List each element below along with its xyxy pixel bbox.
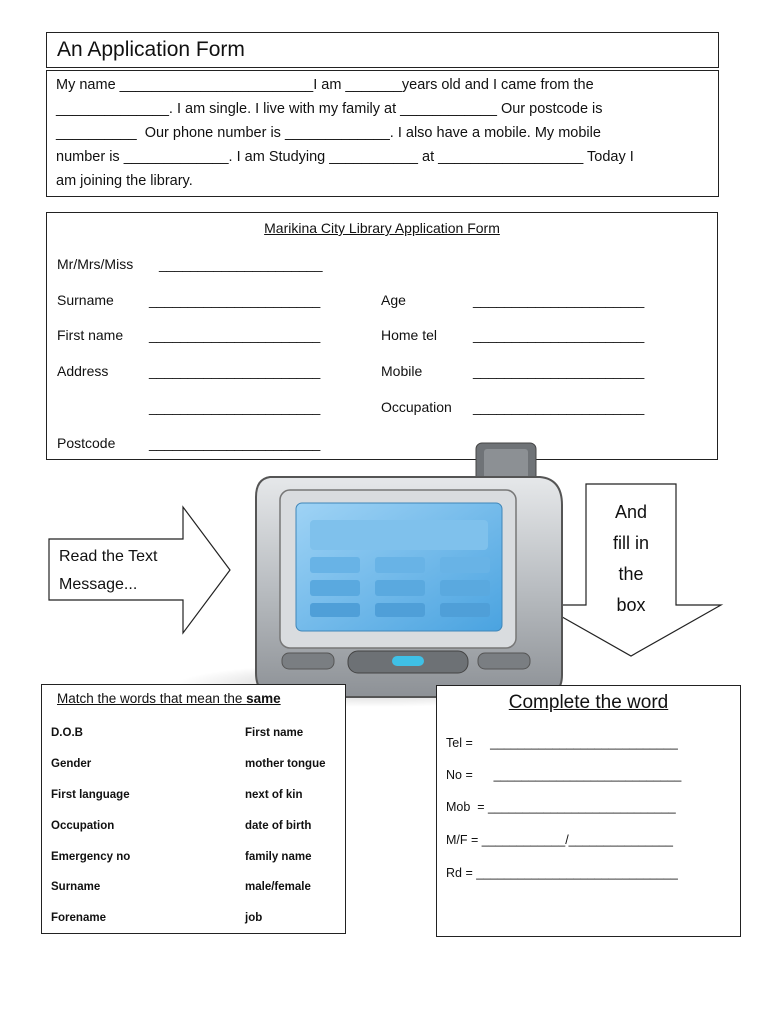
paragraph-line: My name ________________________I am _______years old and I came from the [56, 77, 594, 93]
complete-word-box [436, 685, 741, 937]
callout-line: box [616, 595, 646, 615]
paragraph-line: am joining the library. [56, 173, 193, 189]
mobile-field[interactable]: ______________________ [473, 363, 645, 379]
postcode-label: Postcode [57, 435, 116, 451]
mobile-label: Mobile [381, 363, 423, 379]
callout-line: And [614, 502, 648, 522]
address-field-line2[interactable]: ______________________ [149, 399, 321, 415]
match-title [57, 691, 281, 706]
tel-field[interactable]: Tel = ___________________________ [446, 736, 678, 750]
callout-line: fill in [612, 533, 649, 553]
match-right-item: family name [245, 851, 312, 863]
postcode-field[interactable]: ______________________ [149, 435, 321, 451]
match-left-item: Gender [51, 758, 92, 770]
match-words-box [41, 684, 346, 934]
match-right-item: next of kin [245, 789, 303, 801]
age-field[interactable]: ______________________ [473, 292, 645, 308]
page-title: An Application Form [57, 38, 245, 61]
complete-title: Complete the word [508, 692, 669, 713]
match-right-item: First name [245, 727, 304, 739]
match-right-item: male/female [245, 881, 311, 893]
first-name-label: First name [57, 327, 124, 343]
match-title-bold: same [246, 691, 281, 706]
title-field[interactable]: _____________________ [159, 256, 323, 272]
match-left-item: Forename [51, 912, 106, 924]
surname-label: Surname [57, 292, 114, 308]
read-text-callout [59, 543, 157, 599]
home-tel-field[interactable]: ______________________ [473, 327, 645, 343]
callout-line: Message... [59, 576, 138, 593]
address-field[interactable]: ______________________ [149, 363, 321, 379]
match-right-item: mother tongue [245, 758, 326, 770]
match-left-item: Occupation [51, 820, 115, 832]
match-right-item: job [245, 912, 263, 924]
match-right-item: date of birth [245, 820, 312, 832]
match-left-item: First language [51, 789, 130, 801]
paragraph-line: ______________. I am single. I live with my family at ____________ Our postcode is [56, 101, 603, 117]
mob-field[interactable]: Mob = ___________________________ [446, 800, 676, 814]
title-label: Mr/Mrs/Miss [57, 256, 134, 272]
home-tel-label: Home tel [381, 327, 438, 343]
occupation-label: Occupation [381, 399, 452, 415]
match-left-item: Emergency no [51, 851, 131, 863]
mf-field[interactable]: M/F = ____________/_______________ [446, 833, 673, 847]
no-field[interactable]: No = ___________________________ [446, 768, 682, 782]
callout-line: Read the Text [59, 548, 158, 565]
address-label: Address [57, 363, 109, 379]
form-title: Marikina City Library Application Form [264, 220, 500, 236]
paragraph-line: number is _____________. I am Studying ___________ at __________________ Today I [56, 149, 634, 165]
match-title-text: Match the words that mean the [57, 691, 247, 706]
mobile-phone-icon [170, 435, 590, 715]
first-name-field[interactable]: ______________________ [149, 327, 321, 343]
age-label: Age [381, 292, 406, 308]
paragraph-line: __________ Our phone number is _____________. I also have a mobile. My mobile [56, 125, 601, 141]
surname-field[interactable]: ______________________ [149, 292, 321, 308]
match-left-item: D.O.B [51, 727, 83, 739]
occupation-field[interactable]: ______________________ [473, 399, 645, 415]
match-left-item: Surname [51, 881, 101, 893]
callout-line: the [618, 564, 644, 584]
rd-field[interactable]: Rd = _____________________________ [446, 866, 678, 880]
fill-box-callout [588, 497, 674, 621]
